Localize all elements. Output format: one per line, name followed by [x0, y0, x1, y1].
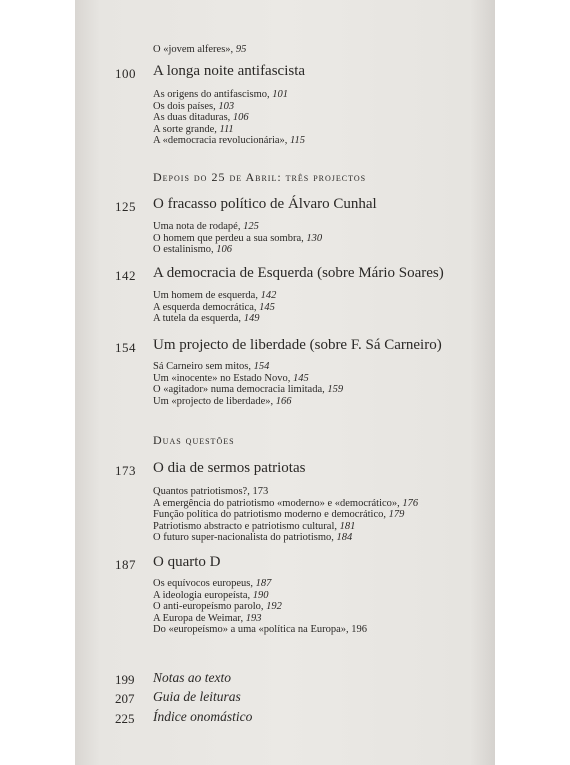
appendix-title: Índice onomástico	[153, 709, 253, 724]
chapter-number: 125	[115, 199, 136, 214]
chapter-subentries: Quantos patriotismos?, 173 A emergência do patriotismo «moderno» e «democrático», 176 Função política do patriotismo moderno e democrático, 179 Patriotismo abstracto e patriotismo cultural, 181 O futuro super-nacionalista do patriotismo, 184	[153, 486, 419, 543]
appendix-number: 225	[115, 711, 135, 726]
chapter-number: 173	[115, 463, 136, 478]
toc-entry-top	[153, 44, 246, 56]
chapter-title: O quarto D	[153, 554, 221, 570]
chapter-subentries: Uma nota de rodapé, 125 O homem que perdeu a sua sombra, 130 O estalinismo, 106	[153, 221, 323, 255]
appendix-title: Notas ao texto	[153, 670, 231, 685]
chapter-subentries: Sá Carneiro sem mitos, 154 Um «inocente» no Estado Novo, 145 O «agitador» numa democracia limitada, 159 Um «projecto de liberdade», 166	[153, 361, 344, 407]
chapter-number: 187	[115, 557, 136, 572]
entry-text: O «jovem alferes»,	[153, 44, 234, 55]
chapter-title: A longa noite antifascista	[153, 63, 306, 79]
chapter-title: O fracasso político de Álvaro Cunhal	[153, 196, 377, 212]
chapter-title: A democracia de Esquerda (sobre Mário Soares)	[153, 265, 444, 281]
chapter-title: Um projecto de liberdade (sobre F. Sá Carneiro)	[153, 337, 442, 353]
table-of-contents	[75, 0, 495, 765]
appendix-number: 199	[115, 672, 135, 687]
chapter-number: 100	[115, 66, 136, 81]
chapter-number: 154	[115, 340, 136, 355]
book-page	[75, 0, 495, 765]
appendix-number: 207	[115, 691, 135, 706]
entry-page: 95	[235, 44, 247, 55]
chapter-subentries: Os equívocos europeus, 187 A ideologia europeísta, 190 O anti-europeísmo parolo, 192 A Europa de Weimar, 193 Do «europeísmo» a uma «política na Europa», 196	[153, 578, 368, 635]
section-heading: Depois do 25 de Abril: três projectos	[153, 170, 367, 184]
appendix-title: Guia de leituras	[153, 689, 241, 704]
chapter-title: O dia de sermos patriotas	[153, 460, 306, 476]
section-heading: Duas questões	[153, 433, 235, 447]
chapter-number: 142	[115, 268, 136, 283]
chapter-subentries: Um homem de esquerda, 142 A esquerda democrática, 145 A tutela da esquerda, 149	[153, 290, 277, 324]
chapter-subentries: As origens do antifascismo, 101 Os dois países, 103 As duas ditaduras, 106 A sorte grande, 111 A «democracia revolucionária», 115	[153, 89, 306, 146]
